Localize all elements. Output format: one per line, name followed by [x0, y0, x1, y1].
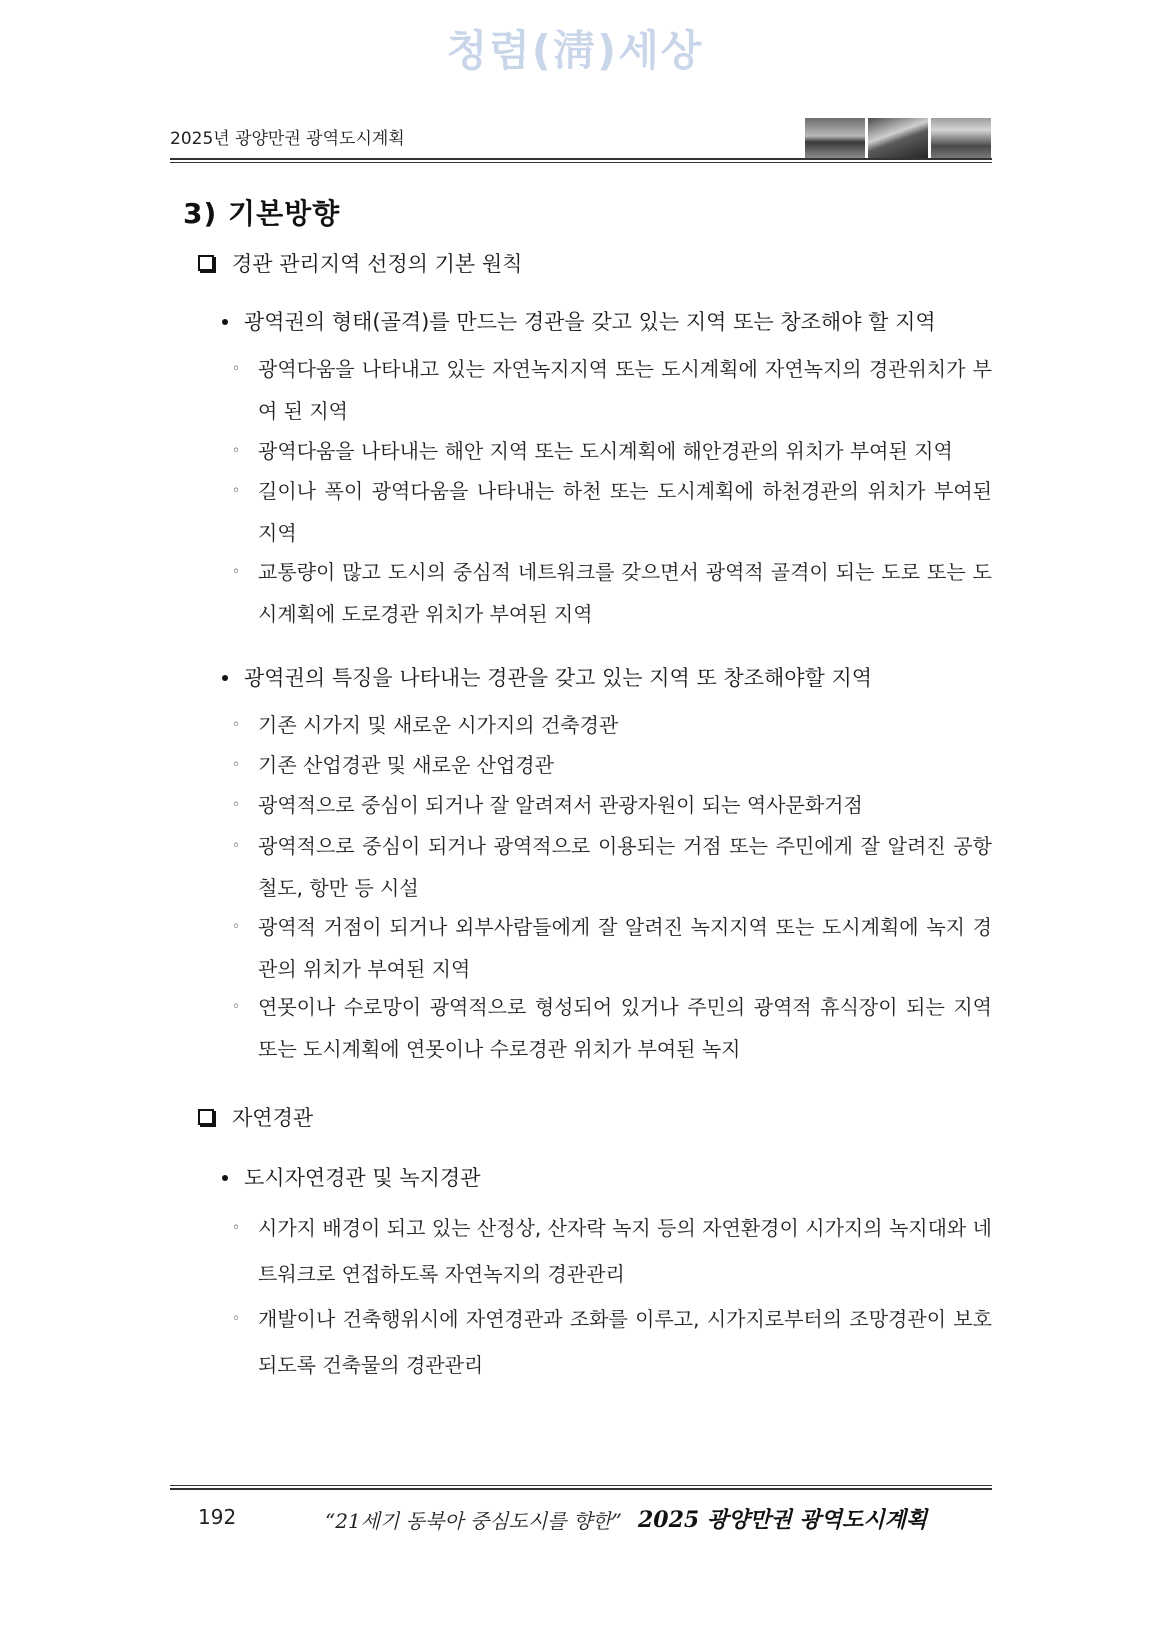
list-item — [232, 1296, 992, 1388]
list-item — [232, 784, 992, 826]
list-item-text: 광역다움을 나타내고 있는 자연녹지지역 또는 도시계획에 자연녹지의 경관위치가 부여 된 지역 — [258, 357, 992, 423]
bullet-heading — [222, 1162, 481, 1192]
page-number: 192 — [198, 1505, 237, 1529]
footer-divider — [170, 1485, 992, 1486]
ring-bullet-icon: ◦ — [232, 361, 241, 377]
footer-quote: “21세기 동북아 중심도시를 향한” — [325, 1509, 622, 1533]
bullet-heading-text: 광역권의 형태(골격)를 만드는 경관을 갖고 있는 지역 또는 창조해야 할 지역 — [244, 310, 936, 334]
ring-bullet-icon: ◦ — [232, 483, 241, 499]
checkbox-square-icon — [198, 1109, 214, 1125]
header-photo — [931, 118, 991, 158]
bullet-heading-text: 광역권의 특징을 나타내는 경관을 갖고 있는 지역 또 창조해야할 지역 — [244, 666, 873, 690]
header-photo — [805, 118, 865, 158]
list-item — [232, 1205, 992, 1297]
list-item — [232, 348, 992, 432]
footer-title: 2025 광양만권 광역도시계획 — [638, 1507, 928, 1533]
list-item — [232, 825, 992, 909]
header-divider — [170, 162, 992, 163]
list-item-text: 광역다움을 나타내는 해안 지역 또는 도시계획에 해안경관의 위치가 부여된 지역 — [258, 439, 953, 463]
list-item-text: 시가지 배경이 되고 있는 산정상, 산자락 녹지 등의 자연환경이 시가지의 녹지대와 네트워크로 연접하도록 자연녹지의 경관관리 — [258, 1216, 992, 1286]
section-heading — [198, 1102, 313, 1132]
section-heading — [198, 248, 522, 278]
checkbox-square-icon — [198, 255, 214, 271]
list-item — [232, 704, 992, 746]
ring-bullet-icon: ◦ — [232, 919, 241, 935]
header-divider — [170, 158, 992, 160]
list-item-text: 광역적으로 중심이 되거나 광역적으로 이용되는 거점 또는 주민에게 잘 알려진 공항철도, 항만 등 시설 — [258, 834, 992, 900]
list-item — [232, 430, 992, 472]
bullet-heading — [222, 662, 872, 692]
ring-bullet-icon: ◦ — [232, 999, 241, 1015]
list-item-text: 기존 시가지 및 새로운 시가지의 건축경관 — [258, 713, 619, 737]
ring-bullet-icon: ◦ — [232, 1311, 241, 1327]
bullet-dot-icon — [222, 1175, 228, 1181]
list-item-text: 기존 산업경관 및 새로운 산업경관 — [258, 753, 554, 777]
list-item-text: 연못이나 수로망이 광역적으로 형성되어 있거나 주민의 광역적 휴식장이 되는 지역 또는 도시계획에 연못이나 수로경관 위치가 부여된 녹지 — [258, 995, 992, 1061]
bullet-heading — [222, 306, 936, 336]
list-item — [232, 906, 992, 990]
bullet-dot-icon — [222, 675, 228, 681]
header-photo-strip — [805, 118, 991, 158]
list-item — [232, 744, 992, 786]
list-item-text: 개발이나 건축행위시에 자연경관과 조화를 이루고, 시가지로부터의 조망경관이 보호되도록 건축물의 경관관리 — [258, 1307, 992, 1377]
section-title: 3) 기본방향 — [183, 197, 341, 230]
list-item — [232, 470, 992, 554]
bullet-dot-icon — [222, 319, 228, 325]
ring-bullet-icon: ◦ — [232, 1220, 241, 1236]
list-item-text: 길이나 폭이 광역다움을 나타내는 하천 또는 도시계획에 하천경관의 위치가 부여된 지역 — [258, 479, 992, 545]
list-item-text: 교통량이 많고 도시의 중심적 네트워크를 갖으면서 광역적 골격이 되는 도로 또는 도시계획에 도로경관 위치가 부여된 지역 — [258, 560, 992, 626]
watermark-logo: 청렴(淸)세상 — [446, 26, 704, 75]
header-photo — [868, 118, 928, 158]
ring-bullet-icon: ◦ — [232, 797, 241, 813]
running-header-title: 2025년 광양만권 광역도시계획 — [170, 129, 405, 149]
footer-divider — [170, 1488, 992, 1490]
list-item-text: 광역적 거점이 되거나 외부사람들에게 잘 알려진 녹지지역 또는 도시계획에 녹지 경관의 위치가 부여된 지역 — [258, 915, 992, 981]
list-item-text: 광역적으로 중심이 되거나 잘 알려져서 관광자원이 되는 역사문화거점 — [258, 793, 863, 817]
section-heading-text: 자연경관 — [232, 1106, 314, 1130]
list-item — [232, 986, 992, 1070]
bullet-heading-text: 도시자연경관 및 녹지경관 — [244, 1166, 481, 1190]
section-heading-text: 경관 관리지역 선정의 기본 원칙 — [232, 252, 523, 276]
ring-bullet-icon: ◦ — [232, 838, 241, 854]
ring-bullet-icon: ◦ — [232, 717, 241, 733]
ring-bullet-icon: ◦ — [232, 564, 241, 580]
ring-bullet-icon: ◦ — [232, 757, 241, 773]
list-item — [232, 551, 992, 635]
ring-bullet-icon: ◦ — [232, 443, 241, 459]
